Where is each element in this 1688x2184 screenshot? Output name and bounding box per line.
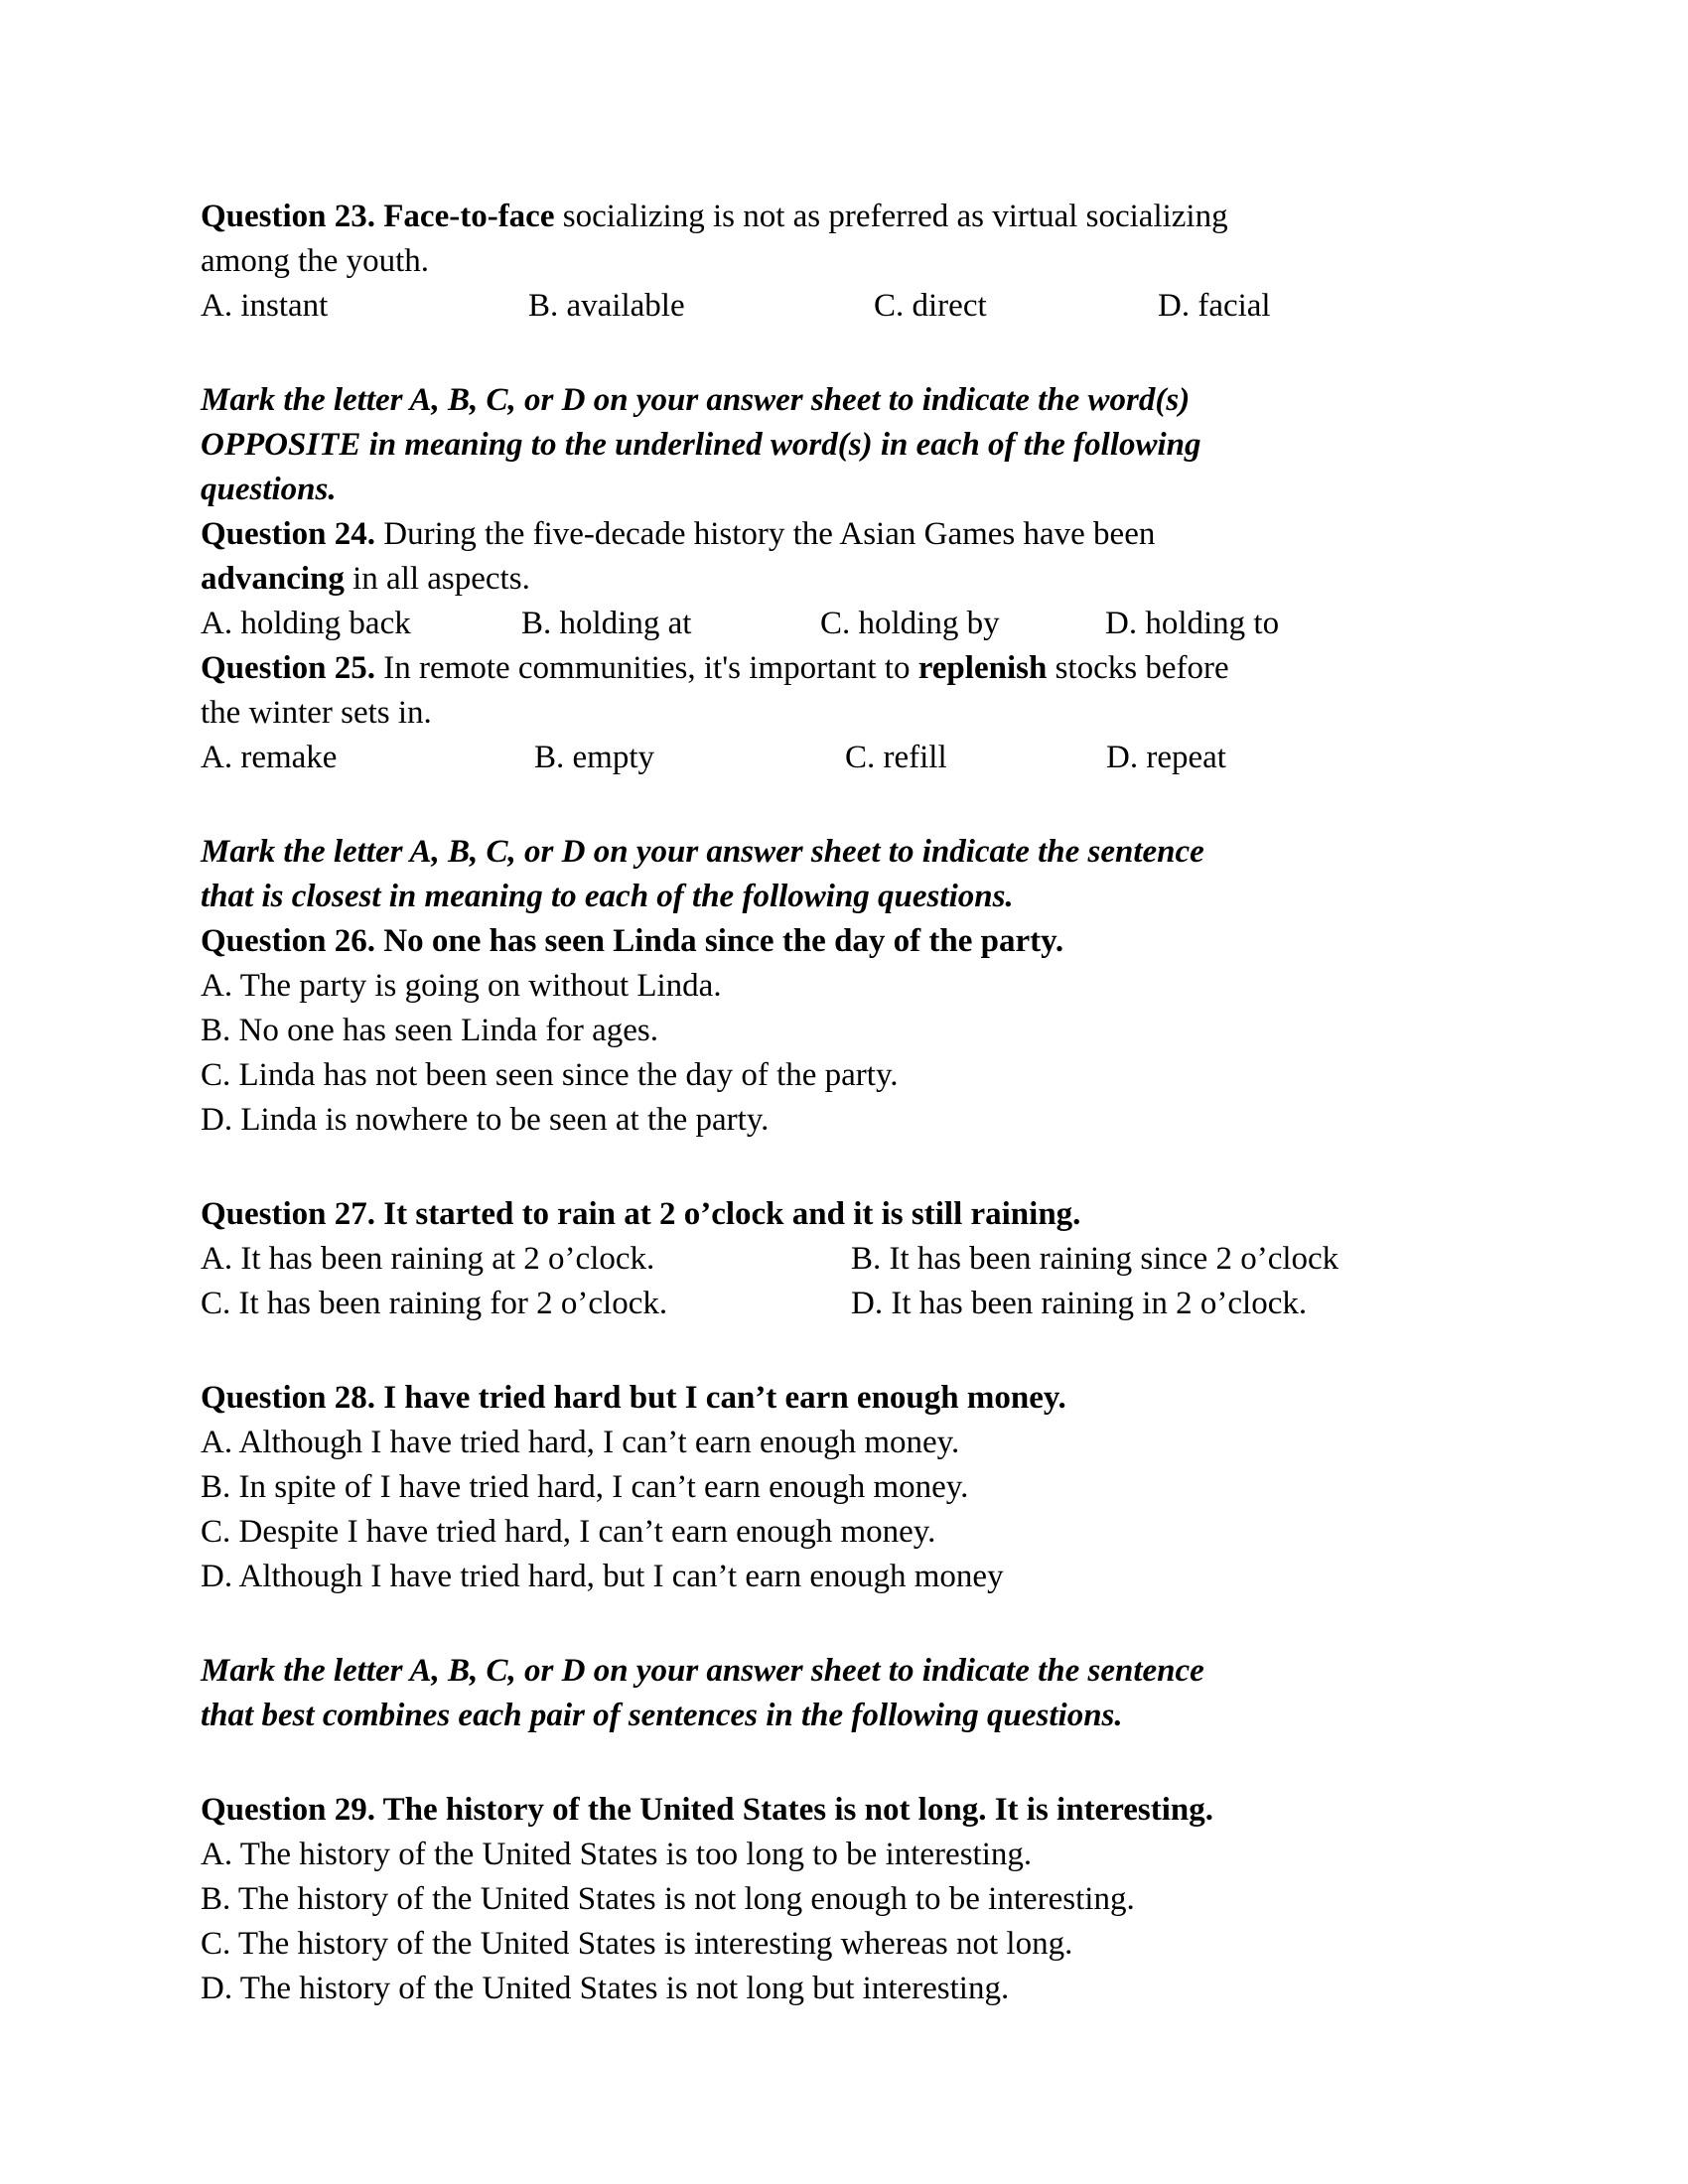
question-23-line-2: among the youth.	[201, 243, 430, 279]
option-23-c: C. direct	[874, 288, 987, 324]
option-28-b: B. In spite of I have tried hard, I can’t earn enough money.	[201, 1469, 969, 1505]
instruction-combine-line-1: Mark the letter A, B, C, or D on your answer sheet to indicate the sentence	[201, 1653, 1204, 1689]
question-28	[201, 1376, 1648, 1599]
question-25-text-2: stocks before	[1047, 650, 1229, 686]
option-25-a: A. remake	[201, 740, 338, 775]
spacer	[201, 780, 1648, 830]
question-23-text: socializing is not as preferred as virtual socializing	[554, 199, 1228, 234]
option-27-b: B. It has been raining since 2 o’clock	[851, 1241, 1339, 1277]
instruction-combine	[201, 1649, 1648, 1738]
option-28-d: D. Although I have tried hard, but I can’t earn enough money	[201, 1559, 1004, 1594]
option-29-b: B. The history of the United States is not long enough to be interesting.	[201, 1881, 1135, 1917]
question-27-title: Question 27. It started to rain at 2 o’clock and it is still raining.	[201, 1196, 1081, 1232]
option-24-c: C. holding by	[820, 606, 1000, 641]
question-24-line-1	[201, 512, 1648, 557]
option-26-a: A. The party is going on without Linda.	[201, 968, 722, 1004]
spacer	[201, 329, 1648, 378]
option-23-d: D. facial	[1158, 288, 1271, 324]
option-26-c: C. Linda has not been seen since the day of the party.	[201, 1057, 899, 1093]
question-24-keyword: advancing	[201, 561, 345, 597]
option-29-d: D. The history of the United States is not long but interesting.	[201, 1971, 1010, 2006]
spacer	[201, 1326, 1648, 1376]
question-25-line-2: the winter sets in.	[201, 695, 432, 731]
option-26-b: B. No one has seen Linda for ages.	[201, 1013, 658, 1048]
question-23-line-1	[201, 195, 1648, 239]
instruction-closest	[201, 830, 1648, 919]
instruction-combine-line-2: that best combines each pair of sentences in the following questions.	[201, 1698, 1123, 1733]
option-24-a: A. holding back	[201, 606, 411, 641]
spacer	[201, 1738, 1648, 1788]
question-24-label: Question 24.	[201, 516, 376, 552]
question-25-line-1	[201, 646, 1648, 691]
question-27-options-row-2	[201, 1282, 1648, 1326]
question-29-title: Question 29. The history of the United States is not long. It is interesting.	[201, 1792, 1214, 1828]
question-23-label: Question 23. Face-to-face	[201, 199, 555, 234]
option-23-a: A. instant	[201, 288, 329, 324]
option-29-c: C. The history of the United States is interesting whereas not long.	[201, 1926, 1073, 1962]
option-25-d: D. repeat	[1106, 740, 1226, 775]
option-27-a: A. It has been raining at 2 o’clock.	[201, 1241, 655, 1277]
instruction-opposite-line-2: OPPOSITE in meaning to the underlined word(s) in each of the following	[201, 427, 1201, 463]
spacer	[201, 1143, 1648, 1192]
question-25-options	[201, 736, 1648, 780]
option-26-d: D. Linda is nowhere to be seen at the party.	[201, 1102, 770, 1138]
question-23	[201, 195, 1648, 329]
option-25-b: B. empty	[534, 740, 654, 775]
instruction-opposite-line-1: Mark the letter A, B, C, or D on your answer sheet to indicate the word(s)	[201, 382, 1191, 418]
question-23-options	[201, 284, 1648, 329]
instruction-closest-line-1: Mark the letter A, B, C, or D on your answer sheet to indicate the sentence	[201, 834, 1204, 870]
question-24-line-2	[201, 557, 1648, 602]
instruction-opposite-line-3: questions.	[201, 472, 337, 507]
option-29-a: A. The history of the United States is too long to be interesting.	[201, 1837, 1033, 1872]
option-28-c: C. Despite I have tried hard, I can’t earn enough money.	[201, 1514, 936, 1550]
question-27	[201, 1192, 1648, 1326]
question-25-label: Question 25.	[201, 650, 376, 686]
question-25-text: In remote communities, it's important to	[375, 650, 918, 686]
question-24-options	[201, 602, 1648, 646]
question-28-title: Question 28. I have tried hard but I can’t earn enough money.	[201, 1380, 1066, 1416]
spacer	[201, 1599, 1648, 1649]
question-25-keyword: replenish	[917, 650, 1048, 686]
question-27-options-row-1	[201, 1237, 1648, 1282]
instruction-closest-line-2: that is closest in meaning to each of the following questions.	[201, 879, 1014, 914]
instruction-opposite	[201, 378, 1648, 512]
option-23-b: B. available	[528, 288, 685, 324]
option-24-b: B. holding at	[521, 606, 692, 641]
option-27-c: C. It has been raining for 2 o’clock.	[201, 1286, 668, 1321]
option-24-d: D. holding to	[1105, 606, 1280, 641]
question-24-text-2: in all aspects.	[344, 561, 530, 597]
option-27-d: D. It has been raining in 2 o’clock.	[851, 1286, 1308, 1321]
question-24-text: During the five-decade history the Asian Games have been	[375, 516, 1156, 552]
question-26-title: Question 26. No one has seen Linda since the day of the party.	[201, 923, 1064, 959]
option-25-c: C. refill	[845, 740, 947, 775]
question-25	[201, 646, 1648, 780]
option-28-a: A. Although I have tried hard, I can’t earn enough money.	[201, 1425, 960, 1460]
question-26	[201, 919, 1648, 1143]
question-24	[201, 512, 1648, 646]
question-29	[201, 1788, 1648, 2011]
